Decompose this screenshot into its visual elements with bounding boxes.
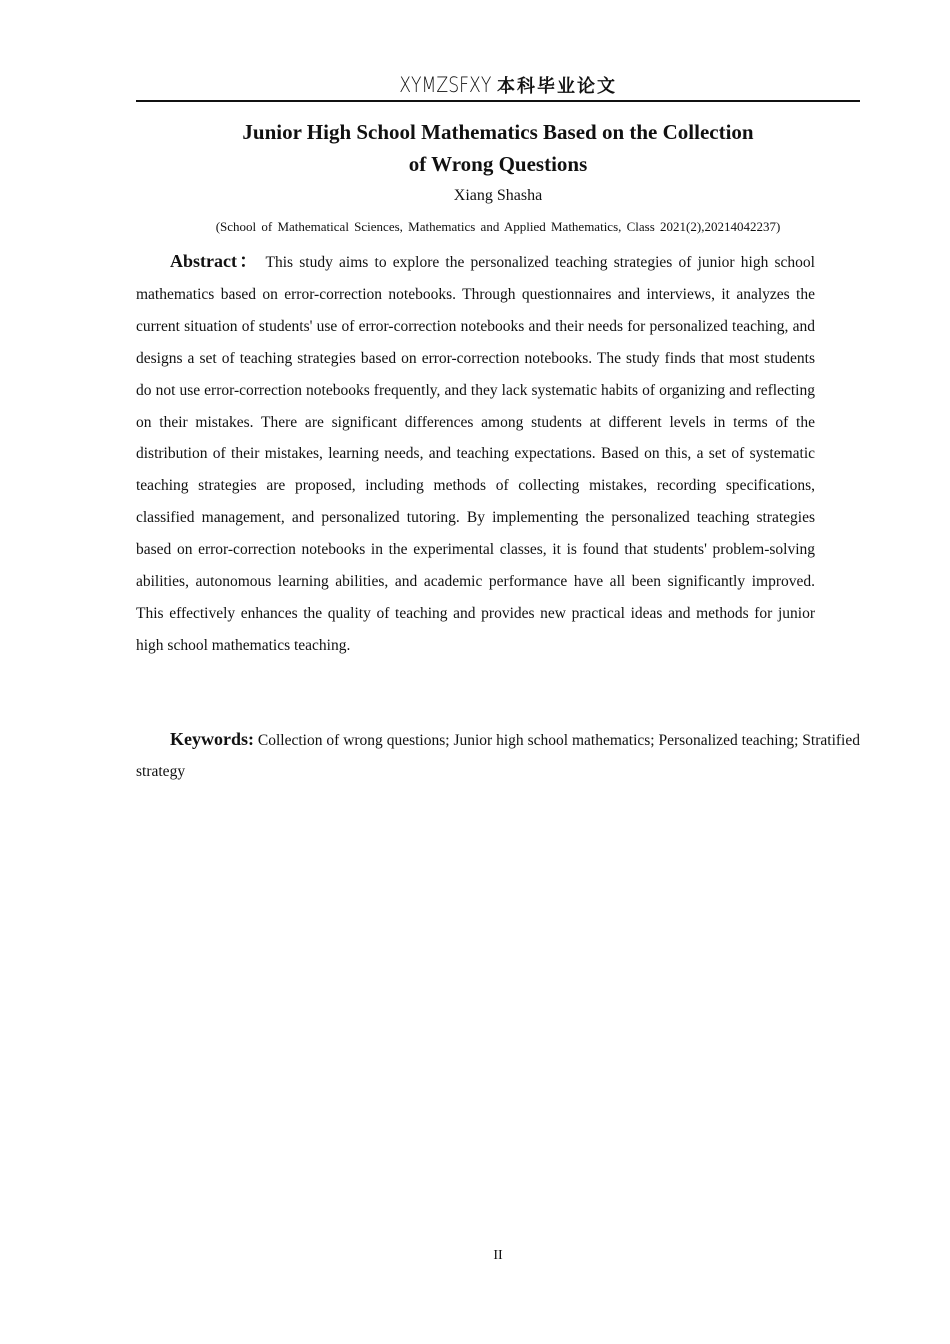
author-name: Xiang Shasha [453,187,543,204]
title-line-1: Junior High School Mathematics Based on the Collection [242,120,754,144]
keywords-text: Collection of wrong questions; Junior high school mathematics; Personalized teaching; Stratified strategy [136,732,860,780]
header-cjk-text: 本科毕业论文 [497,76,618,97]
header-latin-text: XYMZSFXY [399,73,492,97]
page-number: II [493,1248,503,1263]
title-line-2: of Wrong Questions [408,152,588,176]
running-header [136,70,860,102]
abstract-paragraph [136,246,815,662]
keywords-label: Keywords: [170,729,254,749]
keywords-paragraph [136,724,860,787]
abstract-label: Abstract： [170,251,260,271]
paper-title [136,116,860,180]
author-affiliation: (School of Mathematical Sciences, Mathematics and Applied Mathematics, Class 2021(2),20214042237) [215,219,781,234]
abstract-text: This study aims to explore the personalized teaching strategies of junior high school mathematics based on error-correction notebooks. Through questionnaires and interviews, it analyzes the current situation of students' use of error-correction notebooks and their needs for personalized teaching, and designs a set of teaching strategies based on error-correction notebooks. The study finds that most students do not use error-correction notebooks frequently, and they lack systematic habits of organizing and reflecting on their mistakes. There are significant differences among students at different levels in terms of the distribution of their mistakes, learning needs, and teaching expectations. Based on this, a set of systematic teaching strategies are proposed, including methods of collecting mistakes, recording specifications, classified management, and personalized tutoring. By implementing the personalized teaching strategies based on error-correction notebooks in the experimental classes, it is found that students' problem-solving abilities, autonomous learning abilities, and academic performance have all been significantly improved. This effectively enhances the quality of teaching and provides new practical ideas and methods for junior high school mathematics teaching. [136,254,815,654]
